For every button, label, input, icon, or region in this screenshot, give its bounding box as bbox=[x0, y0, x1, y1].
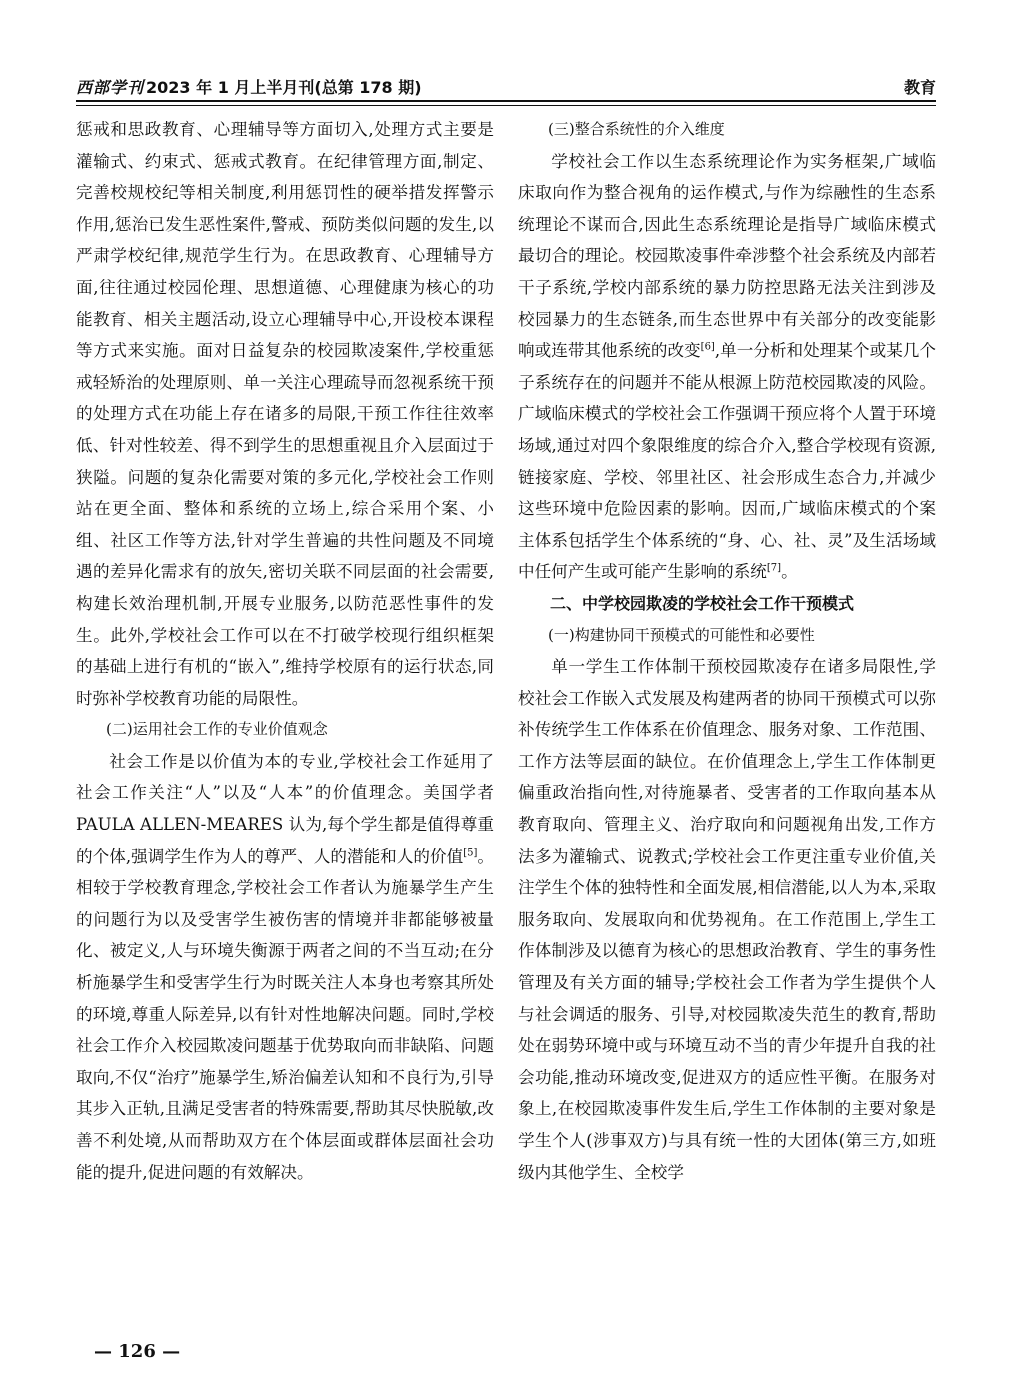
section-label: 教育 bbox=[903, 78, 936, 97]
journal-logo: 西部学刊 bbox=[76, 78, 145, 97]
header-rule-thick bbox=[76, 100, 936, 102]
page-number: — 126 — bbox=[94, 1341, 181, 1362]
paragraph-text: 社会工作是以价值为本的专业,学校社会工作延用了社会工作关注“人”以及“人本”的价值理念。美国学者 PAULA ALLEN-MEARES 认为,每个学生都是值得尊重的个体,强调学生作为人的尊严、人的潜能和人的价值 bbox=[76, 751, 494, 866]
citation-ref: [7] bbox=[766, 562, 782, 574]
running-header bbox=[76, 73, 936, 99]
header-journal bbox=[76, 75, 422, 98]
subsection-heading: (二)运用社会工作的专业价值观念 bbox=[106, 720, 328, 739]
paragraph bbox=[76, 746, 494, 1188]
citation-ref: [6] bbox=[700, 341, 715, 353]
subsection-heading: (一)构建协同干预模式的可能性和必要性 bbox=[548, 625, 815, 644]
right-column bbox=[518, 114, 936, 1188]
paragraph-text: 。相较于学校教育理念,学校社会工作者认为施暴学生产生的问题行为以及受害学生被伤害的情境并非都能够被量化、被定义,人与环境失衡源于两者之间的不当互动;在分析施暴学生和受害学生行为时既关注人本身也考察其所处的环境,尊重人际差异,以有针对性地解决问题。同时,学校社会工作介入校园欺凌问题基于优势取向而非缺陷、问题取向,不仅“治疗”施暴学生,矫治偏差认知和不良行为,引导其步入正轨,且满足受害者的特殊需要,帮助其尽快脱敏,改善不利处境,从而帮助双方在个体层面或群体层面社会功能的提升,促进问题的有效解决。 bbox=[76, 846, 494, 1182]
citation-ref: [5] bbox=[463, 847, 478, 859]
paragraph-text: 学校社会工作以生态系统理论作为实务框架,广域临床取向作为整合视角的运作模式,与作为综融性的生态系统理论不谋而合,因此生态系统理论是指导广域临床模式最切合的理论。校园欺凌事件牵涉整个社会系统及内部若干子系统,学校内部系统的暴力防控思路无法关注到涉及校园暴力的生态链条,而生态世界中有关部分的改变能影响或连带其他系统的改变 bbox=[518, 151, 936, 361]
paragraph-text: ,单一分析和处理某个或某几个子系统存在的问题并不能从根源上防范校园欺凌的风险。广域临床模式的学校社会工作强调干预应将个人置于环境场域,通过对四个象限维度的综合介入,整合学校现有资源,链接家庭、学校、邻里社区、社会形成生态合力,并减少这些环境中危险因素的影响。因而,广域临床模式的个案主体系包括学生个体系统的“身、心、社、灵”及生活场域中任何产生或可能产生影响的系统 bbox=[518, 341, 936, 582]
paragraph-text: 。 bbox=[781, 562, 798, 582]
subsection-heading: (三)整合系统性的介入维度 bbox=[548, 120, 725, 138]
section-heading: 二、中学校园欺凌的学校社会工作干预模式 bbox=[550, 593, 855, 613]
paragraph: 单一学生工作体制干预校园欺凌存在诸多局限性,学校社会工作嵌入式发展及构建两者的协同干预模式可以弥补传统学生工作体系在价值理念、服务对象、工作范围、工作方法等层面的缺位。在价值理念上,学生工作体制更偏重政治指向性,对待施暴者、受害者的工作取向基本从教育取向、管理主义、治疗取向和问题视角出发,工作方法多为灌输式、说教式;学校社会工作更注重专业价值,关注学生个体的独特性和全面发展,相信潜能,以人为本,采取服务取向、发展取向和优势视角。在工作范围上,学生工作体制涉及以德育为核心的思想政治教育、学生的事务性管理及有关方面的辅导;学校社会工作者为学生提供个人与社会调适的服务、引导,对校园欺凌失范生的教育,帮助处在弱势环境中或与环境互动不当的青少年提升自我的社会功能,推动环境改变,促进双方的适应性平衡。在服务对象上,在校园欺凌事件发生后,学生工作体制的主要对象是学生个人(涉事双方)与具有统一性的大团体(第三方,如班级内其他学生、全校学 bbox=[518, 657, 936, 1182]
header-rule-thin bbox=[76, 105, 936, 106]
paragraph bbox=[518, 146, 936, 588]
left-column bbox=[76, 114, 494, 1188]
issue-info: 2023 年 1 月上半月刊(总第 178 期) bbox=[146, 78, 422, 97]
paragraph: 惩戒和思政教育、心理辅导等方面切入,处理方式主要是灌输式、约束式、惩戒式教育。在纪律管理方面,制定、完善校规校纪等相关制度,利用惩罚性的硬举措发挥警示作用,惩治已发生恶性案件,警戒、预防类似问题的发生,以严肃学校纪律,规范学生行为。在思政教育、心理辅导方面,往往通过校园伦理、思想道德、心理健康为核心的功能教育、相关主题活动,设立心理辅导中心,开设校本课程等方式来实施。面对日益复杂的校园欺凌案件,学校重惩戒轻矫治的处理原则、单一关注心理疏导而忽视系统干预的处理方式在功能上存在诸多的局限,干预工作往往效率低、针对性较差、得不到学生的思想重视且介入层面过于狭隘。问题的复杂化需要对策的多元化,学校社会工作则站在更全面、整体和系统的立场上,综合采用个案、小组、社区工作等方法,针对学生普遍的共性问题及不同境遇的差异化需求有的放矢,密切关联不同层面的社会需要,构建长效治理机制,开展专业服务,以防范恶性事件的发生。此外,学校社会工作可以在不打破学校现行组织框架的基础上进行有机的“嵌入”,维持学校原有的运行状态,同时弥补学校教育功能的局限性。 bbox=[76, 120, 494, 708]
